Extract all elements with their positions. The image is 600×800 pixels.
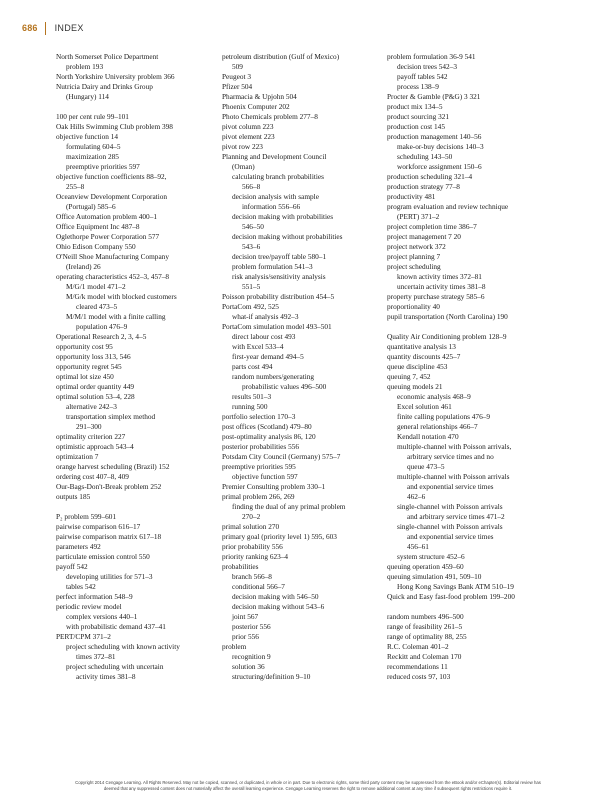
index-entry: Our-Bags-Don't-Break problem 252 (56, 482, 162, 491)
index-subentry: general relationships 466–7 (397, 422, 478, 431)
index-subentry: structuring/definition 9–10 (232, 672, 311, 681)
index-entry: random numbers 496–500 (387, 612, 464, 621)
index-entry: portfolio selection 170–3 (222, 412, 296, 421)
index-entry: range of optimality 88, 255 (387, 632, 467, 641)
index-subentry: M/G/k model with blocked customers (66, 292, 177, 301)
index-entry: PortaCom simulation model 493–501 (222, 322, 332, 331)
index-entry: product sourcing 321 (387, 112, 450, 121)
index-entry: Poisson probability distribution 454–5 (222, 292, 335, 301)
index-subentry: 551–5 (242, 282, 261, 291)
index-entry: Quality Air Conditioning problem 128–9 (387, 332, 507, 341)
index-subentry: uncertain activity times 381–8 (397, 282, 486, 291)
index-entry: pairwise comparison matrix 617–18 (56, 532, 162, 541)
index-subentry: 456–61 (407, 542, 429, 551)
index-subentry: single-channel with Poisson arrivals (397, 522, 503, 531)
index-subentry: 543–6 (242, 242, 261, 251)
index-subentry: decision making without probabilities (232, 232, 343, 241)
running-title: INDEX (54, 23, 84, 33)
index-subentry: system structure 452–6 (397, 552, 465, 561)
index-entry: Oak Hills Swimming Club problem 398 (56, 122, 173, 131)
index-entry: production cost 145 (387, 122, 445, 131)
index-entry: program evaluation and review technique (387, 202, 509, 211)
index-entry: posterior probabilities 556 (222, 442, 300, 451)
index-subentry: running 500 (232, 402, 268, 411)
index-subentry: single-channel with Poisson arrivals (397, 502, 503, 511)
index-entry: Potsdam City Council (Germany) 575–7 (222, 452, 341, 461)
index-entry: optimal order quantity 449 (56, 382, 135, 391)
index-subentry: (Hungary) 114 (66, 92, 109, 101)
index-subentry: branch 566–8 (232, 572, 272, 581)
index-subentry: and arbitrary service times 471–2 (407, 512, 505, 521)
index-entry: prior probability 556 (222, 542, 283, 551)
index-entry: Pharmacia & Upjohn 504 (222, 92, 297, 101)
index-entry: O'Neill Shoe Manufacturing Company (56, 252, 169, 261)
index-entry: 100 per cent rule 99–101 (56, 112, 129, 121)
running-header (22, 20, 84, 36)
index-entry: Office Equipment Inc 487–8 (56, 222, 140, 231)
index-entry: primary goal (priority level 1) 595, 603 (222, 532, 337, 541)
index-entry: range of feasibility 261–5 (387, 622, 463, 631)
index-entry: petroleum distribution (Gulf of Mexico) (222, 52, 340, 61)
index-entry: proportionality 40 (387, 302, 440, 311)
index-subentry: multiple-channel with Poisson arrivals (397, 472, 510, 481)
index-entry: operating characteristics 452–3, 457–8 (56, 272, 170, 281)
index-entry: Oceanview Development Corporation (56, 192, 168, 201)
index-subentry: arbitrary service times and no (407, 452, 494, 461)
index-subentry: queue 473–5 (407, 462, 445, 471)
index-subentry: tables 542 (66, 582, 96, 591)
index-entry: optimistic approach 543–4 (56, 442, 134, 451)
index-subentry: workforce assignment 150–6 (397, 162, 482, 171)
index-entry: project management 7 20 (387, 232, 461, 241)
index-entry: Oglethorpe Power Corporation 577 (56, 232, 160, 241)
index-entry: payoff 542 (56, 562, 88, 571)
index-entry: priority ranking 623–4 (222, 552, 289, 561)
index-entry: North Somerset Police Department (56, 52, 159, 61)
index-subentry: multiple-channel with Poisson arrivals, (397, 442, 512, 451)
index-subentry: economic analysis 468–9 (397, 392, 471, 401)
index-subentry: complex versions 440–1 (66, 612, 138, 621)
index-subentry: decision trees 542–3 (397, 62, 457, 71)
index-entry: pivot column 223 (222, 122, 274, 131)
index-subentry: recognition 9 (232, 652, 271, 661)
index-entry: ordering cost 407–8, 409 (56, 472, 129, 481)
index-entry: Planning and Development Council (222, 152, 327, 161)
index-subentry: decision making without 543–6 (232, 602, 325, 611)
index-entry: PERT/CPM 371–2 (56, 632, 111, 641)
index-subentry: activity times 381–8 (76, 672, 136, 681)
index-subentry: cleared 473–5 (76, 302, 118, 311)
index-subentry: problem formulation 541–3 (232, 262, 313, 271)
index-entry: problem (222, 642, 247, 651)
index-subentry: results 501–3 (232, 392, 272, 401)
index-subentry: with probabilistic demand 437–41 (66, 622, 166, 631)
index-subentry: 546–50 (242, 222, 264, 231)
index-entry: problem formulation 36-9 541 (387, 52, 476, 61)
index-subentry: known activity times 372–81 (397, 272, 482, 281)
index-subentry: decision making with probabilities (232, 212, 334, 221)
index-entry: product mix 134–5 (387, 102, 443, 111)
index-entry: Peugeot 3 (222, 72, 251, 81)
index-subentry: 270–2 (242, 512, 261, 521)
index-subentry: finite calling populations 476–9 (397, 412, 491, 421)
index-subentry: times 372–81 (76, 652, 116, 661)
index-entry: project scheduling (387, 262, 441, 271)
index-entry: quantity discounts 425–7 (387, 352, 461, 361)
index-entry: orange harvest scheduling (Brazil) 152 (56, 462, 170, 471)
index-entry: Premier Consulting problem 330–1 (222, 482, 326, 491)
index-subentry: information 556–66 (242, 202, 301, 211)
index-entry: opportunity loss 313, 546 (56, 352, 131, 361)
index-subentry: problem 193 (66, 62, 104, 71)
index-entry: periodic review model (56, 602, 122, 611)
index-entry: preemptive priorities 595 (222, 462, 296, 471)
index-entry: R.C. Coleman 401–2 (387, 642, 449, 651)
index-entry: Office Automation problem 400–1 (56, 212, 157, 221)
index-entry: Procter & Gamble (P&G) 3 321 (387, 92, 481, 101)
index-subentry: finding the dual of any primal problem (232, 502, 346, 511)
index-subentry: population 476–9 (76, 322, 128, 331)
index-subentry: 566–8 (242, 182, 261, 191)
index-subentry: conditional 566–7 (232, 582, 285, 591)
index-entry: particulate emission control 550 (56, 552, 150, 561)
index-entry: PortaCom 492, 525 (222, 302, 279, 311)
index-column-2 (222, 52, 388, 682)
header-divider (45, 22, 46, 35)
index-entry: optimal solution 53–4, 228 (56, 392, 135, 401)
index-entry: objective function 14 (56, 132, 119, 141)
index-entry: optimization 7 (56, 452, 99, 461)
index-subentry: joint 567 (232, 612, 259, 621)
index-entry: queuing models 21 (387, 382, 443, 391)
index-entry: parameters 492 (56, 542, 101, 551)
index-subentry: preemptive priorities 597 (66, 162, 140, 171)
index-subentry: formulating 604–5 (66, 142, 121, 151)
index-subentry: project scheduling with uncertain (66, 662, 164, 671)
index-subentry: random numbers/generating (232, 372, 315, 381)
index-entry: project network 372 (387, 242, 446, 251)
index-entry: post offices (Scotland) 479–80 (222, 422, 312, 431)
index-entry: outputs 185 (56, 492, 91, 501)
index-subentry: decision tree/payoff table 580–1 (232, 252, 327, 261)
index-entry: Operational Research 2, 3, 4–5 (56, 332, 147, 341)
index-subentry: make-or-buy decisions 140–3 (397, 142, 484, 151)
index-subentry: solution 36 (232, 662, 265, 671)
index-subentry: transportation simplex method (66, 412, 156, 421)
index-column-3 (387, 52, 553, 682)
index-entry: pivot element 223 (222, 132, 275, 141)
index-entry: perfect information 548–9 (56, 592, 133, 601)
copyright-footer (34, 780, 582, 792)
index-entry: Phoenix Computer 202 (222, 102, 290, 111)
index-subentry: calculating branch probabilities (232, 172, 324, 181)
index-subentry: decision making with 546–50 (232, 592, 319, 601)
index-subentry: M/M/1 model with a finite calling (66, 312, 166, 321)
index-entry: pupil transportation (North Carolina) 190 (387, 312, 508, 321)
index-subentry: 291–300 (76, 422, 102, 431)
copyright-line-2: deemed that any suppressed content does not materially affect the overall learning experience. Cengage Learning reserves the right to remove additional content at any time if subsequent rights restrictions require it. (103, 786, 513, 791)
index-entry: pivot row 223 (222, 142, 263, 151)
index-subentry: Kendall notation 470 (397, 432, 459, 441)
index-entry: queue discipline 453 (387, 362, 448, 371)
index-subentry: M/G/1 model 471–2 (66, 282, 126, 291)
index-subentry: 255–8 (66, 182, 85, 191)
index-subentry: 462–6 (407, 492, 426, 501)
index-subentry: decision analysis with sample (232, 192, 319, 201)
index-entry: property purchase strategy 585–6 (387, 292, 485, 301)
index-column-1 (56, 52, 222, 682)
index-subentry: (Ireland) 26 (66, 262, 101, 271)
index-subentry: parts cost 494 (232, 362, 273, 371)
index-subentry: (Oman) (232, 162, 255, 171)
page-number: 686 (22, 23, 38, 33)
index-subentry: process 138–9 (397, 82, 439, 91)
index-entry: primal solution 270 (222, 522, 280, 531)
index-subentry: payoff tables 542 (397, 72, 448, 81)
index-subentry: probabilistic values 496–500 (242, 382, 327, 391)
index-subentry: maximization 285 (66, 152, 119, 161)
index-subentry: and exponential service times (407, 482, 494, 491)
index-entry: opportunity cost 95 (56, 342, 113, 351)
index-entry: opportunity regret 545 (56, 362, 122, 371)
index-entry: quantitative analysis 13 (387, 342, 456, 351)
index-entry: Reckitt and Coleman 170 (387, 652, 462, 661)
index-entry: probabilities (222, 562, 259, 571)
index-entry: project completion time 386–7 (387, 222, 477, 231)
index-entry: primal problem 266, 269 (222, 492, 295, 501)
index-subentry: scheduling 143–50 (397, 152, 453, 161)
index-entry: post-optimality analysis 86, 120 (222, 432, 316, 441)
index-entry: Ohio Edison Company 550 (56, 242, 136, 251)
index-subentry: 509 (232, 62, 243, 71)
index-subentry: project scheduling with known activity (66, 642, 180, 651)
index-entry: production strategy 77–8 (387, 182, 460, 191)
index-entry: queuing simulation 491, 509–10 (387, 572, 482, 581)
index-subentry: and exponential service times (407, 532, 494, 541)
index-entry: Nutricia Dairy and Drinks Group (56, 82, 153, 91)
index-subentry: Hong Kong Savings Bank ATM 510–19 (397, 582, 514, 591)
index-entry: objective function coefficients 88–92, (56, 172, 167, 181)
index-entry: optimal lot size 450 (56, 372, 114, 381)
index-subentry: alternative 242–3 (66, 402, 117, 411)
index-entry: Photo Chemicals problem 277–8 (222, 112, 318, 121)
index-subentry: first-year demand 494–5 (232, 352, 304, 361)
index-subentry: posterior 556 (232, 622, 271, 631)
index-entry: production management 140–56 (387, 132, 482, 141)
index-subentry: Excel solution 461 (397, 402, 452, 411)
index-subentry: (Portugal) 585–6 (66, 202, 116, 211)
index-entry: productivity 481 (387, 192, 436, 201)
index-entry: North Yorkshire University problem 366 (56, 72, 175, 81)
index-subentry: (PERT) 371–2 (397, 212, 440, 221)
index-subentry: what-if analysis 492–3 (232, 312, 299, 321)
index-subentry: with Excel 533–4 (232, 342, 284, 351)
copyright-line-1: Copyright 2014 Cengage Learning. All Rights Reserved. May not be copied, scanned, or duplicated, in whole or in part. Due to electronic rights, some third party content may be suppressed from the eBook and/or eChapter(s). Editorial review has (75, 780, 541, 785)
index-entry: optimality criterion 227 (56, 432, 126, 441)
index-subentry: prior 556 (232, 632, 259, 641)
index-entry: production scheduling 321–4 (387, 172, 473, 181)
index-entry: queuing 7, 452 (387, 372, 431, 381)
index-subentry: direct labour cost 493 (232, 332, 296, 341)
index-entry: pairwise comparison 616–17 (56, 522, 141, 531)
index-subentry: developing utilities for 571–3 (66, 572, 153, 581)
index-subentry: objective function 597 (232, 472, 298, 481)
index-entry: reduced costs 97, 103 (387, 672, 451, 681)
index-entry: recommendations 11 (387, 662, 448, 671)
index-entry: Pfizer 504 (222, 82, 253, 91)
index-entry: project planning 7 (387, 252, 441, 261)
index-entry: P₂ problem 599–601 (56, 512, 117, 521)
index-entry: queuing operation 459–60 (387, 562, 464, 571)
index-subentry: risk analysis/sensitivity analysis (232, 272, 326, 281)
index-entry: Quick and Easy fast-food problem 199–200 (387, 592, 515, 601)
